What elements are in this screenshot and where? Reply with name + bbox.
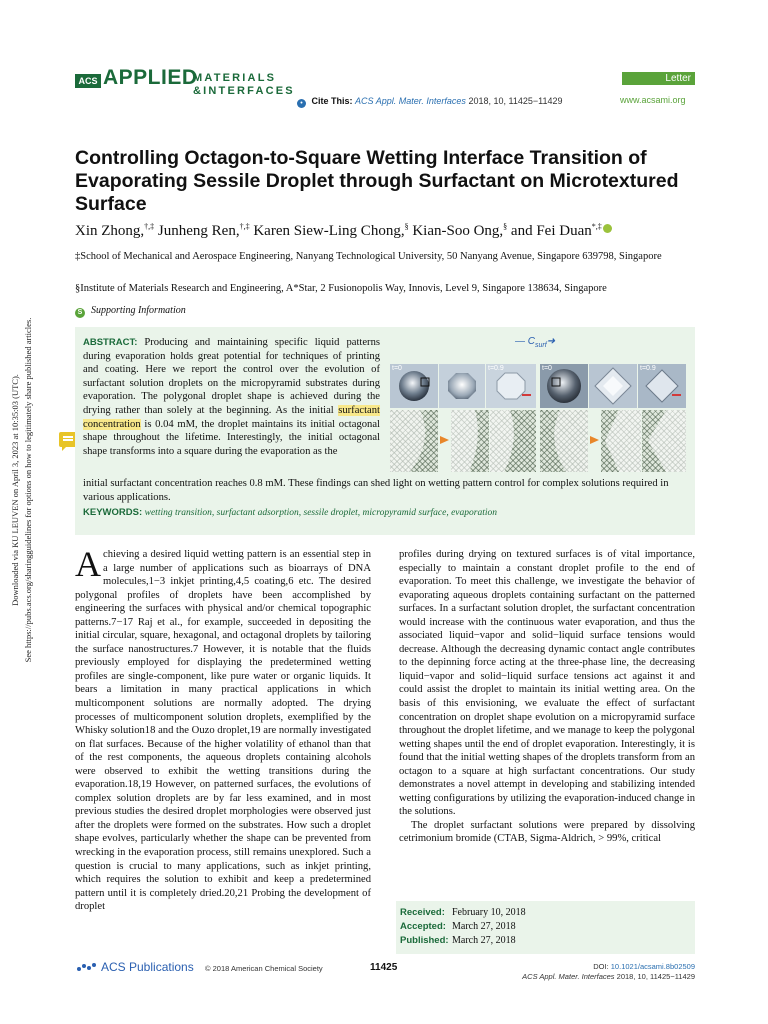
abstract-text-cont: initial surfactant concentration reaches 0.8 mM. These findings can shed light on wetting pattern control for complex solutions required in various applications. (83, 478, 669, 503)
cite-this[interactable] (297, 96, 562, 108)
published-date-row (400, 935, 516, 946)
droplet-shape (638, 364, 686, 408)
doi-link[interactable]: 10.1021/acsami.8b02509 (610, 962, 695, 971)
received-date-row (400, 907, 526, 918)
csurf-arrow-label: — $C_{surf}➜$ (515, 336, 556, 349)
logo-applied: APPLIED (103, 66, 198, 89)
image-time-label: t=0.9 (488, 365, 504, 372)
author-affil-marker: § (503, 222, 508, 231)
author-affil-marker: § (404, 222, 409, 231)
body-text: chieving a desired liquid wetting pattern is an essential step in a large number of applications such as bioarrays of DNA molecules,1−3 inkjet printing,4,5 coating,6 etc. The desired polygonal profiles of droplets have been accomplished by engineering the surfaces with physical and/or chemical topographic patterns.7−17 Raj et al., for example, succeeded in depositing the initial circular, square, hexagonal, and octagonal droplets by tailoring the surface nanostructures.7 However, it is notable that the fluids previously employed for displaying the predetermined wetting profiles are single-component, like pure water or organic liquids. It bears a limitation in many practical applications in which multicomponent solutions are normally adopted. The drying processes of multicomponent solution droplets, exemplified by the Whisky solution18 and the Ouzo droplet,19 are normally investigated on flat surfaces. Because of the higher volatility of ethanol than that of the rest components, the aqueous droplets containing alcohols were observed to exhibit the wetting transitions during the evaporation.18,19 However, on patterned surfaces, the evolutions of complex solution droplets are by far less examined, and in most previous studies the desired droplet morphologies were observed just after the droplets were formed on the substrates. How such a droplet shape evolves, particularly whether the shape can be prevented from wrecking in the evaporation process, still remains unexplored. Such a question is crucial to many applications, such as inkjet printing, which requires the solution to exhibit and keep a predetermined pattern until it is completely dried.20,21 Probing the development of droplet (75, 549, 371, 913)
author-name[interactable]: Xin Zhong, (75, 223, 145, 239)
publisher-logo[interactable] (75, 960, 194, 974)
author-affil-marker: *,‡ (591, 222, 602, 231)
contact-line-overlay (390, 410, 438, 472)
contact-line-overlay (540, 410, 588, 472)
affiliation: ‡School of Mechanical and Aerospace Engineering, Nanyang Technological University, 50 Nanyang Avenue, Singapore 639798, Singapore (75, 251, 662, 262)
journal-logo (75, 66, 295, 108)
image-time-label: t=0.9 (640, 365, 656, 372)
contact-line-overlay (642, 410, 686, 472)
date-value: March 27, 2018 (452, 935, 516, 946)
highlighted-text[interactable]: surfactant concentration (83, 404, 380, 430)
author-list (75, 222, 612, 240)
abstract-label: ABSTRACT: (83, 337, 138, 348)
doi-label: DOI: (593, 962, 609, 971)
body-paragraph (75, 544, 371, 914)
affiliation: §Institute of Materials Research and Engineering, A*Star, 2 Fusionopolis Way, Innovis, Level 9, Singapore 138634, Singapore (75, 283, 607, 294)
body-column-right (399, 548, 695, 846)
logo-interfaces: &INTERFACES (193, 85, 295, 97)
author-affil-marker: †,‡ (239, 222, 250, 231)
author-affil-marker: †,‡ (144, 222, 155, 231)
supporting-info-label: Supporting Information (91, 305, 186, 316)
micropyramid-pattern-image (540, 410, 588, 472)
image-time-label: t=0 (542, 365, 552, 372)
publication-dates (396, 901, 695, 954)
toc-graphic (390, 336, 686, 474)
doi-line (480, 962, 695, 972)
droplet-image-square-mid (589, 364, 637, 408)
droplet-image-square-end (638, 364, 686, 408)
citation-details: 2018, 10, 11425−11429 (616, 972, 695, 981)
csurf-symbol: C (527, 336, 536, 347)
droplet-image-square-start (540, 364, 588, 408)
cite-label: Cite This: (311, 96, 353, 106)
droplet-shape (486, 364, 536, 408)
abstract-text-before: Producing and maintaining specific liquid patterns during evaporation holds great potential for techniques of printing and coating. Here we report the control over the evolution of surfactant solution droplets on the micropyramid substrates during evaporation. The polygonal droplet shape is achieved during the drying rather than solely at the beginning. As the initial (83, 337, 380, 416)
abstract-text (83, 336, 380, 458)
citation-line (480, 972, 695, 982)
droplet-image-octagon-end (486, 364, 536, 408)
date-value: March 27, 2018 (452, 921, 516, 932)
keywords-list: wetting transition, surfactant adsorption, sessile droplet, micropyramid surface, evaporation (144, 508, 497, 518)
author-name[interactable]: Karen Siew-Ling Chong, (253, 223, 405, 239)
droplet-image-octagon-mid (439, 364, 485, 408)
author-name[interactable]: and Fei Duan (510, 223, 592, 239)
micropyramid-pattern-image (642, 410, 686, 472)
date-label: Accepted: (400, 921, 446, 932)
logo-materials: MATERIALS (193, 72, 277, 84)
cite-details: 2018, 10, 11425−11429 (468, 96, 563, 106)
contact-line-overlay (451, 410, 489, 472)
logo-acs: ACS (75, 74, 101, 88)
accepted-date-row (400, 921, 516, 932)
csurf-subscript: surf (535, 342, 547, 349)
cite-journal[interactable]: ACS Appl. Mater. Interfaces (355, 96, 466, 106)
droplet-shape (540, 364, 588, 408)
page-number: 11425 (370, 962, 398, 973)
body-column-left (75, 544, 371, 914)
date-value: February 10, 2018 (452, 907, 526, 918)
copyright: © 2018 American Chemical Society (205, 964, 323, 973)
doi-citation (480, 962, 695, 982)
author-name[interactable]: Kian-Soo Ong, (412, 223, 504, 239)
date-label: Received: (400, 907, 445, 918)
droplet-image-octagon-start (390, 364, 438, 408)
keywords-label: KEYWORDS: (83, 507, 143, 518)
micropyramid-pattern-image (390, 410, 438, 472)
micropyramid-pattern-image (490, 410, 536, 472)
abstract-text-after: is 0.04 mM, the droplet maintains its initial octagonal shape throughout the lifetime. Interestingly, the initial octagonal shape transforms into a square during the evaporation as the (83, 418, 380, 457)
contact-line-overlay (490, 410, 536, 472)
image-time-label: t=0 (392, 365, 402, 372)
download-notice (4, 310, 40, 670)
keywords (83, 507, 497, 518)
download-notice-line2: See https://pubs.acs.org/sharingguidelines for options on how to legitimately share published articles. (23, 317, 33, 663)
date-label: Published: (400, 935, 449, 946)
article-title: Controlling Octagon-to-Square Wetting Interface Transition of Evaporating Sessile Droplet through Surfactant on Microtextured Surface (75, 147, 679, 215)
journal-website-link[interactable]: www.acsami.org (620, 95, 686, 105)
micropyramid-pattern-image (451, 410, 489, 472)
article-type-badge: Letter (622, 72, 695, 85)
droplet-shape (390, 364, 438, 408)
author-name[interactable]: Junheng Ren, (157, 223, 240, 239)
contact-line-overlay (601, 410, 641, 472)
droplet-shape (589, 364, 637, 408)
supporting-info-icon: S (75, 308, 85, 318)
citation-journal: ACS Appl. Mater. Interfaces (522, 972, 615, 981)
supporting-info-link[interactable] (75, 305, 186, 318)
cite-icon: • (297, 99, 306, 108)
body-paragraph: The droplet surfactant solutions were prepared by dissolving cetrimonium bromide (CTAB, Sigma-Aldrich, > 99%, critical (399, 819, 695, 845)
orange-arrow-icon (590, 436, 599, 444)
download-notice-line1: Downloaded via KU LEUVEN on April 3, 2023 at 10:35:03 (UTC). (10, 374, 20, 606)
micropyramid-pattern-image (601, 410, 641, 472)
droplet-shape (439, 364, 485, 408)
acs-publications-icon (75, 961, 97, 973)
drop-cap: A (75, 544, 101, 584)
orcid-icon[interactable] (603, 224, 612, 233)
body-paragraph: profiles during drying on textured surfaces is of vital importance, especially to maintain a constant droplet profile to the end of evaporation. To meet this challenge, we investigate the behavior of evaporating aqueous droplets containing surfactant on the patterned surfaces. In a surfactant solution droplet, the surfactant concentration would increase with the continuous water evaporation, and thus the associated liquid−vapor and solid−liquid surface tensions would decrease. Although the decreasing dynamic contact angle contributes to the depinning force acting at the three-phase line, the decreasing liquid−vapor and solid−liquid surface tensions act against it and could assist the droplet to maintain its initial wetting area. On the basis of this envisioning, we evaluate the effect of surfactant concentration on droplet shape evolution on a micropyramid surface throughout the droplet lifetime, and we manage to keep the polygonal wetting shapes until the end of droplet evaporation. Interestingly, it is found that the initial wetting shapes of the droplets transform from an octagon to a square at high surfactant concentrations. Our study demonstrates a novel attempt in developing and stabilizing intended wetting configurations by utilizing the evaporation-induced change in the solutions. (399, 549, 695, 818)
publisher-name: ACS Publications (101, 960, 194, 974)
orange-arrow-icon (440, 436, 449, 444)
